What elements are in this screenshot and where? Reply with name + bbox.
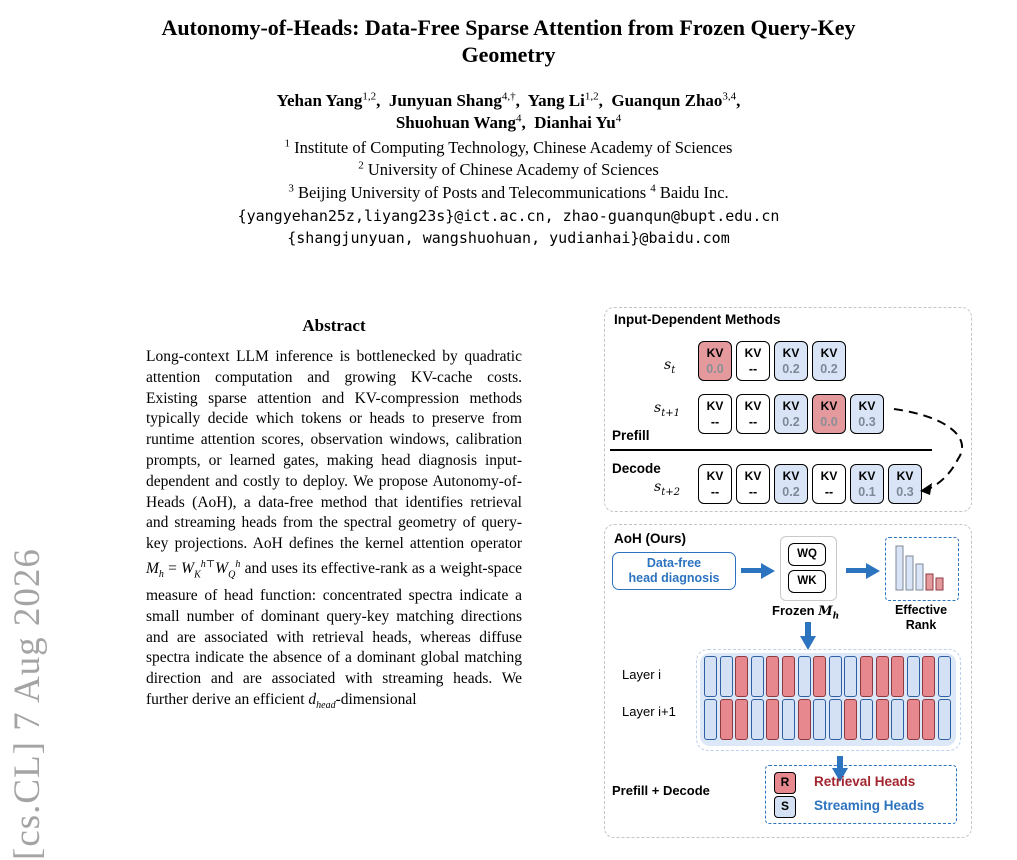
retrieval-head-cell [813,656,826,697]
kv-cell [850,464,884,504]
arrow-right-icon-2 [846,563,880,579]
arrow-down-icon [800,622,816,650]
kv-cell-score: -- [748,362,758,376]
streaming-head-cell [938,699,951,740]
kv-cell-key: KV [706,346,724,360]
retrieval-head-cell [735,699,748,740]
kv-cell [774,341,808,381]
kv-cell-score: -- [748,485,758,499]
retrieval-head-cell [891,656,904,697]
state-label-t2: $s_{t+2}$ [654,479,680,498]
retrieval-head-cell [766,656,779,697]
kv-cell [736,341,770,381]
aoh-panel-title: AoH (Ours) [614,531,686,546]
author-name: Dianhai Yu [534,113,616,132]
author-name: Shuohuan Wang [395,113,516,132]
author-sup: 3,4 [722,90,737,103]
kv-cell-score: 0.2 [782,485,800,499]
kv-cell-key: KV [820,346,838,360]
streaming-head-cell [938,656,951,697]
kv-cell-key: KV [820,399,838,413]
retrieval-head-cell [860,656,873,697]
kv-cell-score: 0.2 [820,362,838,376]
email-line-1: {yangyehan25z,liyang23s}@ict.ac.cn, zhao-guanqun@bupt.edu.cn [237,207,780,225]
streaming-head-cell [844,656,857,697]
decode-label: Decode [612,461,661,476]
wk-box: WK [788,570,826,593]
input-dependent-title: Input-Dependent Methods [614,312,781,327]
title-line-2: Geometry [461,42,556,67]
kv-cell [736,464,770,504]
retrieval-head-cell [876,699,889,740]
kv-cell-key: KV [744,399,762,413]
retrieval-head-cell [876,656,889,697]
kv-cell-key: KV [858,469,876,483]
author-name: Guanqun Zhao [611,91,723,110]
retrieval-head-cell [844,699,857,740]
kv-cell-key: KV [782,399,800,413]
kv-cell [812,464,846,504]
kv-cell [812,394,846,434]
layer-i-label: Layer i [622,667,662,682]
retrieval-tag: R [774,772,796,794]
kv-cell-score: 0.1 [858,485,876,499]
author-list [0,90,1017,134]
streaming-head-cell [720,656,733,697]
kv-cell [774,394,808,434]
kv-cell-score: -- [824,485,834,499]
streaming-head-cell [704,656,717,697]
streaming-head-cell [829,699,842,740]
author-sup: 4 [615,112,622,125]
abstract-heading: Abstract [302,316,366,335]
streaming-head-cell [829,656,842,697]
kv-cell [698,394,732,434]
kv-cell-score: -- [710,485,720,499]
carry-over-arrow [890,405,970,497]
kv-cell [812,341,846,381]
kv-cell-key: KV [744,346,762,360]
kv-cell-key: KV [820,469,838,483]
layer-i1-label: Layer i+1 [622,704,676,719]
frozen-mh-label: Frozen $M_h$ [772,603,840,622]
author-sup: 4,† [501,90,516,103]
retrieval-head-cell [782,656,795,697]
state-label-t1: $s_{t+1}$ [654,400,680,419]
retrieval-head-cell [907,699,920,740]
kv-cell-score: 0.0 [820,415,838,429]
wq-box: WQ [788,543,826,566]
streaming-heads-label: Streaming Heads [814,798,925,813]
effective-rank-bars-icon [893,544,953,594]
kv-cell-key: KV [896,469,914,483]
retrieval-heads-label: Retrieval Heads [814,774,916,789]
streaming-head-cell [907,656,920,697]
retrieval-head-cell [798,699,811,740]
retrieval-head-cell [922,699,935,740]
kv-cell [736,394,770,434]
author-line-1: Yehan Yang$^{1,2}$, Junyuan Shang$^{4,\dagger}$, Yang Li$^{1,2}$, Guanqun Zhao$^{3,4}$, [276,90,741,110]
email-line-2: {shangjunyuan, wangshuohuan, yudianhai}@baidu.com [287,229,730,247]
prefill-decode-label: Prefill + Decode [612,783,710,798]
streaming-head-cell [798,656,811,697]
kv-cell-key: KV [706,469,724,483]
state-label-t: $s_t$ [664,357,676,376]
streaming-head-cell [813,699,826,740]
streaming-head-cell [860,699,873,740]
affiliation-3-4: $^3$ Beijing University of Posts and Telecommunications $^4$ Baidu Inc. [288,182,729,202]
kv-cell [698,464,732,504]
kv-cell [774,464,808,504]
author-name: Yehan Yang [276,91,363,110]
streaming-head-cell [704,699,717,740]
streaming-head-cell [751,699,764,740]
kv-cell-score: 0.3 [896,485,914,499]
paper-title [0,14,1017,68]
kv-cell [698,341,732,381]
kv-cell-key: KV [744,469,762,483]
kv-cell-score: -- [710,415,720,429]
title-line-1: Autonomy-of-Heads: Data-Free Sparse Attention from Frozen Query-Key [161,15,856,40]
retrieval-head-cell [720,699,733,740]
retrieval-head-cell [735,656,748,697]
author-sup: 1,2 [362,90,377,103]
kv-cell-key: KV [782,469,800,483]
affiliation-1: $^1$ Institute of Computing Technology, Chinese Academy of Sciences [284,137,733,157]
kv-cell-score: -- [748,415,758,429]
retrieval-head-cell [922,656,935,697]
prefill-decode-divider [610,449,932,451]
author-sup: 1,2 [584,90,599,103]
author-name: Junyuan Shang [388,91,502,110]
affiliation-2: $^2$ University of Chinese Academy of Sciences [358,159,659,179]
streaming-head-cell [891,699,904,740]
author-sup: 4 [516,112,522,125]
retrieval-head-cell [766,699,779,740]
data-free-diagnosis-box: Data-free head diagnosis [612,552,736,590]
kv-cell-key: KV [782,346,800,360]
kv-cell-score: 0.2 [782,362,800,376]
prefill-label: Prefill [612,428,650,443]
arrow-right-icon [741,563,775,579]
kv-cell-key: KV [706,399,724,413]
author-line-2: Shuohuan Wang$^4$, Dianhai Yu$^4$ [395,112,622,132]
kv-cell-score: 0.0 [706,362,724,376]
kv-cell-key: KV [858,399,876,413]
kv-cell [850,394,884,434]
streaming-head-cell [751,656,764,697]
effective-rank-label: Effective Rank [894,603,948,632]
author-name: Yang Li [527,91,585,110]
streaming-tag: S [774,796,796,818]
kv-cell-score: 0.3 [858,415,876,429]
arxiv-stamp: [cs.CL] 7 Aug 2026 [7,548,48,860]
streaming-head-cell [782,699,795,740]
abstract-body: Long-context LLM inference is bottlenecked by quadratic attention computation and growing KV-cache costs. Existing sparse attention and KV-compression methods typically decide which tokens or heads to preserve from runtime attention scores, observation windows, calibration prompts, or learned gates, making head diagnosis input-dependent and costly to deploy. We propose Autonomy-of-Heads (AoH), a data-free method that identifies retrieval and streaming heads from the spectral geometry of query-key projections. AoH defines the kernel attention operator $M_h = W_K^{h⊤}W_Q^h$ and uses its effective-rank as a weight-space measure of head function: concentrated spectra indicate a small number of dominant query-key matching directions and are associated with retrieval heads, whereas diffuse spectra indicate the absence of a dominant global matching direction and are associated with streaming heads. We further derive an efficient $d_{head}$-dimensional [146,348,522,712]
kv-cell-score: 0.2 [782,415,800,429]
